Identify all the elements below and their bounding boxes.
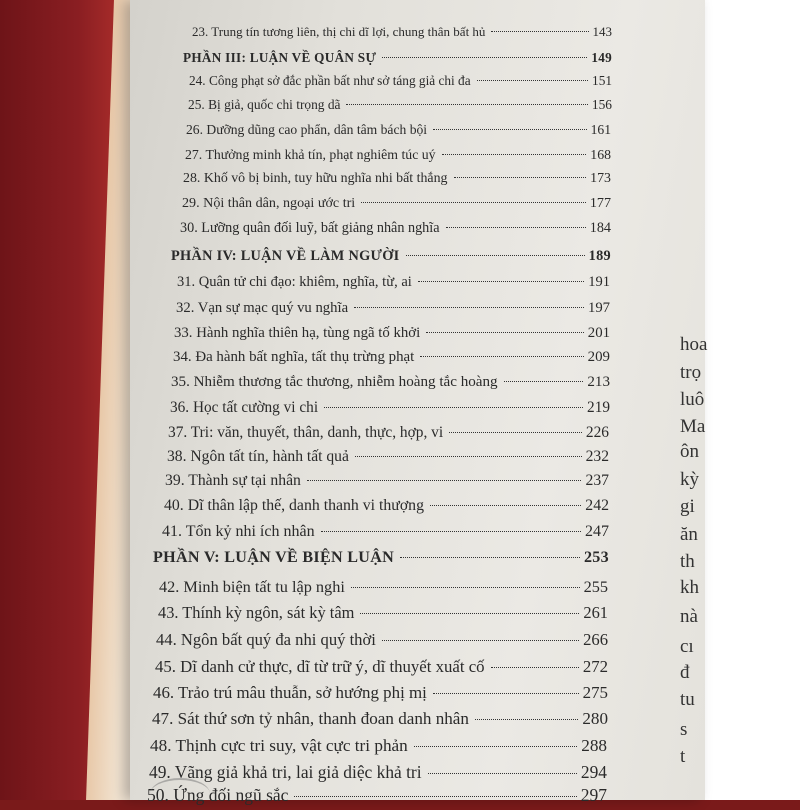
toc-page-number: 288 <box>581 736 607 755</box>
toc-entry-title: 44. Ngôn bất quý đa nhi quý thời <box>156 630 376 649</box>
toc-page-number: 266 <box>583 630 608 649</box>
toc-entry <box>182 195 611 212</box>
toc-entry <box>158 603 608 623</box>
toc-entry <box>149 762 607 783</box>
toc-entry-title: 47. Sát thứ sơn tỷ nhân, thanh đoan danh nhân <box>152 709 469 728</box>
toc-page-number: 280 <box>582 709 608 728</box>
toc-entry <box>185 147 611 163</box>
toc-entry <box>168 424 609 442</box>
page-curl <box>150 778 210 810</box>
toc-entry-title: PHẦN V: LUẬN VỀ BIỆN LUẬN <box>153 549 395 566</box>
toc-page-number: 156 <box>591 97 612 112</box>
toc-page-number: 184 <box>589 220 611 236</box>
toc-entry-title: 28. Khố vô bị binh, tuy hữu nghĩa nhi bất thắng <box>183 171 448 186</box>
toc-entry-title: PHẦN III: LUẬN VỀ QUÂN SỰ <box>183 50 377 65</box>
dot-leader <box>477 80 588 81</box>
toc-page-number: 168 <box>590 147 611 162</box>
toc-entry-title: 48. Thịnh cực tri suy, vật cực tri phản <box>150 736 408 755</box>
dot-leader <box>400 557 580 558</box>
dot-leader <box>475 719 578 720</box>
right-page-fragment: ăn <box>680 524 698 545</box>
toc-entry-title: 49. Vãng giả khả tri, lai giả diệc khả tri <box>149 762 422 782</box>
right-page-fragment: tu <box>680 689 695 710</box>
toc-page-number: 173 <box>590 171 611 186</box>
toc-part-heading <box>171 248 611 265</box>
dot-leader <box>418 281 584 282</box>
toc-page-number: 247 <box>585 523 609 540</box>
toc-entry <box>147 785 607 806</box>
toc-page-number: 272 <box>582 657 608 676</box>
toc-page-number: 226 <box>585 424 609 441</box>
dot-leader <box>355 456 582 457</box>
toc-page-number: 209 <box>587 349 610 365</box>
toc-entry-title: 40. Dĩ thân lập thế, danh thanh vi thượng <box>164 497 424 514</box>
dot-leader <box>354 307 584 308</box>
right-page-fragment: kh <box>680 577 699 598</box>
toc-page-number: 297 <box>580 785 607 805</box>
toc-entry-title: 43. Thính kỳ ngôn, sát kỳ tâm <box>158 603 355 622</box>
toc-entry-title: 39. Thành sự tại nhân <box>165 472 301 489</box>
dot-leader <box>428 773 577 774</box>
toc-entry <box>164 497 609 515</box>
right-page-fragment: gi <box>680 496 695 517</box>
toc-entry-title: 41. Tổn kỷ nhi ích nhân <box>162 523 315 540</box>
toc-entry <box>183 171 611 187</box>
toc-entry-title: 26. Dưỡng dũng cao phẩn, dân tâm bách bội <box>186 122 428 137</box>
toc-page-number: 232 <box>585 448 609 465</box>
toc-entry <box>177 274 610 291</box>
toc-page-number: 219 <box>587 399 610 416</box>
toc-entry-title: 35. Nhiễm thương tắc thương, nhiễm hoàng tắc hoàng <box>171 374 498 390</box>
toc-entry-title: 33. Hành nghĩa thiên hạ, tùng ngã tố khởi <box>174 325 421 341</box>
toc-entry-title: 24. Công phạt sở đắc phần bất như sở táng giả chi đa <box>189 73 471 88</box>
dot-leader <box>307 480 582 481</box>
toc-entry <box>156 630 608 650</box>
toc-entry-title: 31. Quân tử chi đạo: khiêm, nghĩa, từ, ai <box>177 274 412 290</box>
right-page-fragment: kỳ <box>680 469 699 490</box>
toc-entry-title: 34. Đa hành bất nghĩa, tất thụ trừng phạt <box>173 349 415 365</box>
toc-page-number: 213 <box>587 374 610 390</box>
toc-entry-title: 25. Bị giả, quốc chi trọng dã <box>188 97 341 112</box>
toc-entry-title: 32. Vạn sự mạc quý vu nghĩa <box>176 300 349 316</box>
toc-entry-title: 27. Thưởng minh khả tín, phạt nghiêm túc uý <box>185 147 436 162</box>
right-page-fragment: nà <box>680 606 698 627</box>
toc-entry <box>152 709 608 729</box>
right-page-fragment: luô <box>680 389 705 410</box>
toc-entry-title: 38. Ngôn tất tín, hành tất quả <box>167 448 349 465</box>
dot-leader <box>504 381 584 382</box>
toc-entry <box>189 73 612 89</box>
toc-entry <box>150 736 607 756</box>
toc-page-number: 253 <box>583 549 609 566</box>
dot-leader <box>346 104 587 105</box>
toc-entry <box>174 325 610 342</box>
right-page-fragment: cı <box>680 636 694 657</box>
dot-leader <box>433 693 579 694</box>
toc-part-heading <box>183 50 612 66</box>
toc-entry <box>192 24 612 40</box>
toc-entry <box>176 300 610 317</box>
dot-leader <box>449 432 582 433</box>
toc-entry <box>186 122 611 138</box>
right-page-fragment: đ <box>680 662 690 683</box>
toc-entry <box>155 657 608 677</box>
dot-leader <box>406 255 585 256</box>
toc-entry-title: 50. Ứng đối ngũ sắc <box>147 785 289 805</box>
toc-page-number: 161 <box>590 122 611 137</box>
toc-page-number: 201 <box>587 325 610 341</box>
toc-page-number: 149 <box>591 50 612 65</box>
dot-leader <box>382 640 579 641</box>
toc-entry-title: 46. Trảo trú mâu thuẫn, sở hướng phị mị <box>153 683 427 702</box>
dot-leader <box>294 796 576 797</box>
toc-entry-title: 23. Trung tín tương liên, thị chi dĩ lợi, chung thân bất hủ <box>192 24 486 39</box>
dot-leader <box>321 531 581 532</box>
toc-entry-title: 29. Nội thân dân, ngoại ước tri <box>182 195 356 211</box>
toc-entry-title: 42. Minh biện tất tu lập nghi <box>159 577 345 596</box>
toc-entry <box>188 97 612 113</box>
right-page-fragment: Ma <box>680 416 706 437</box>
dot-leader <box>430 505 581 506</box>
toc-page-number: 255 <box>583 577 608 596</box>
toc-part-heading <box>153 549 609 567</box>
dot-leader <box>360 613 579 614</box>
right-page-fragment: th <box>680 551 695 572</box>
toc-page-number: 189 <box>588 248 611 264</box>
toc-page-number: 143 <box>592 24 612 39</box>
toc-entry <box>165 472 609 490</box>
right-page-fragment: hoa <box>680 334 708 355</box>
right-page-fragment: t <box>680 746 686 767</box>
dot-leader <box>324 407 583 408</box>
dot-leader <box>426 332 584 333</box>
toc-page-number: 275 <box>582 683 608 702</box>
toc-entry <box>162 523 609 541</box>
toc-entry <box>171 374 610 391</box>
toc-page-number: 294 <box>580 762 607 782</box>
toc-page-number: 242 <box>585 497 609 514</box>
toc-entry <box>173 349 610 366</box>
dot-leader <box>351 587 580 588</box>
toc-page-number: 151 <box>592 73 612 88</box>
dot-leader <box>433 129 587 130</box>
right-page-fragment: s <box>680 719 688 740</box>
dot-leader <box>414 746 577 747</box>
dot-leader <box>491 31 588 32</box>
dot-leader <box>361 202 586 203</box>
toc-entry-title: 30. Lưỡng quân đối luỹ, bất giảng nhân nghĩa <box>180 220 440 236</box>
dot-leader <box>491 667 579 668</box>
toc-page-number: 261 <box>583 603 608 622</box>
toc-entry-title: 37. Tri: văn, thuyết, thân, danh, thực, hợp, vi <box>168 424 444 441</box>
right-page-fragment: trọ <box>680 362 702 383</box>
dot-leader <box>382 57 587 58</box>
toc-entry-title: 45. Dĩ danh cử thực, dĩ từ trữ ý, dĩ thuyết xuất cố <box>155 657 485 676</box>
right-page-fragment: ôn <box>680 441 699 462</box>
dot-leader <box>446 227 586 228</box>
dot-leader <box>420 356 583 357</box>
toc-entry <box>153 683 608 703</box>
dot-leader <box>454 177 587 178</box>
toc-entry <box>180 220 611 237</box>
toc-page-number: 191 <box>588 274 610 290</box>
toc-entry <box>159 577 608 597</box>
toc-entry <box>170 399 610 417</box>
toc-page-number: 197 <box>587 300 610 316</box>
dot-leader <box>442 154 587 155</box>
toc-page-number: 237 <box>585 472 609 489</box>
toc-entry-title: PHẦN IV: LUẬN VỀ LÀM NGƯỜI <box>171 248 400 264</box>
toc-entry <box>167 448 609 466</box>
toc-entry-title: 36. Học tất cường vi chi <box>170 399 319 416</box>
toc-page-number: 177 <box>589 195 611 211</box>
